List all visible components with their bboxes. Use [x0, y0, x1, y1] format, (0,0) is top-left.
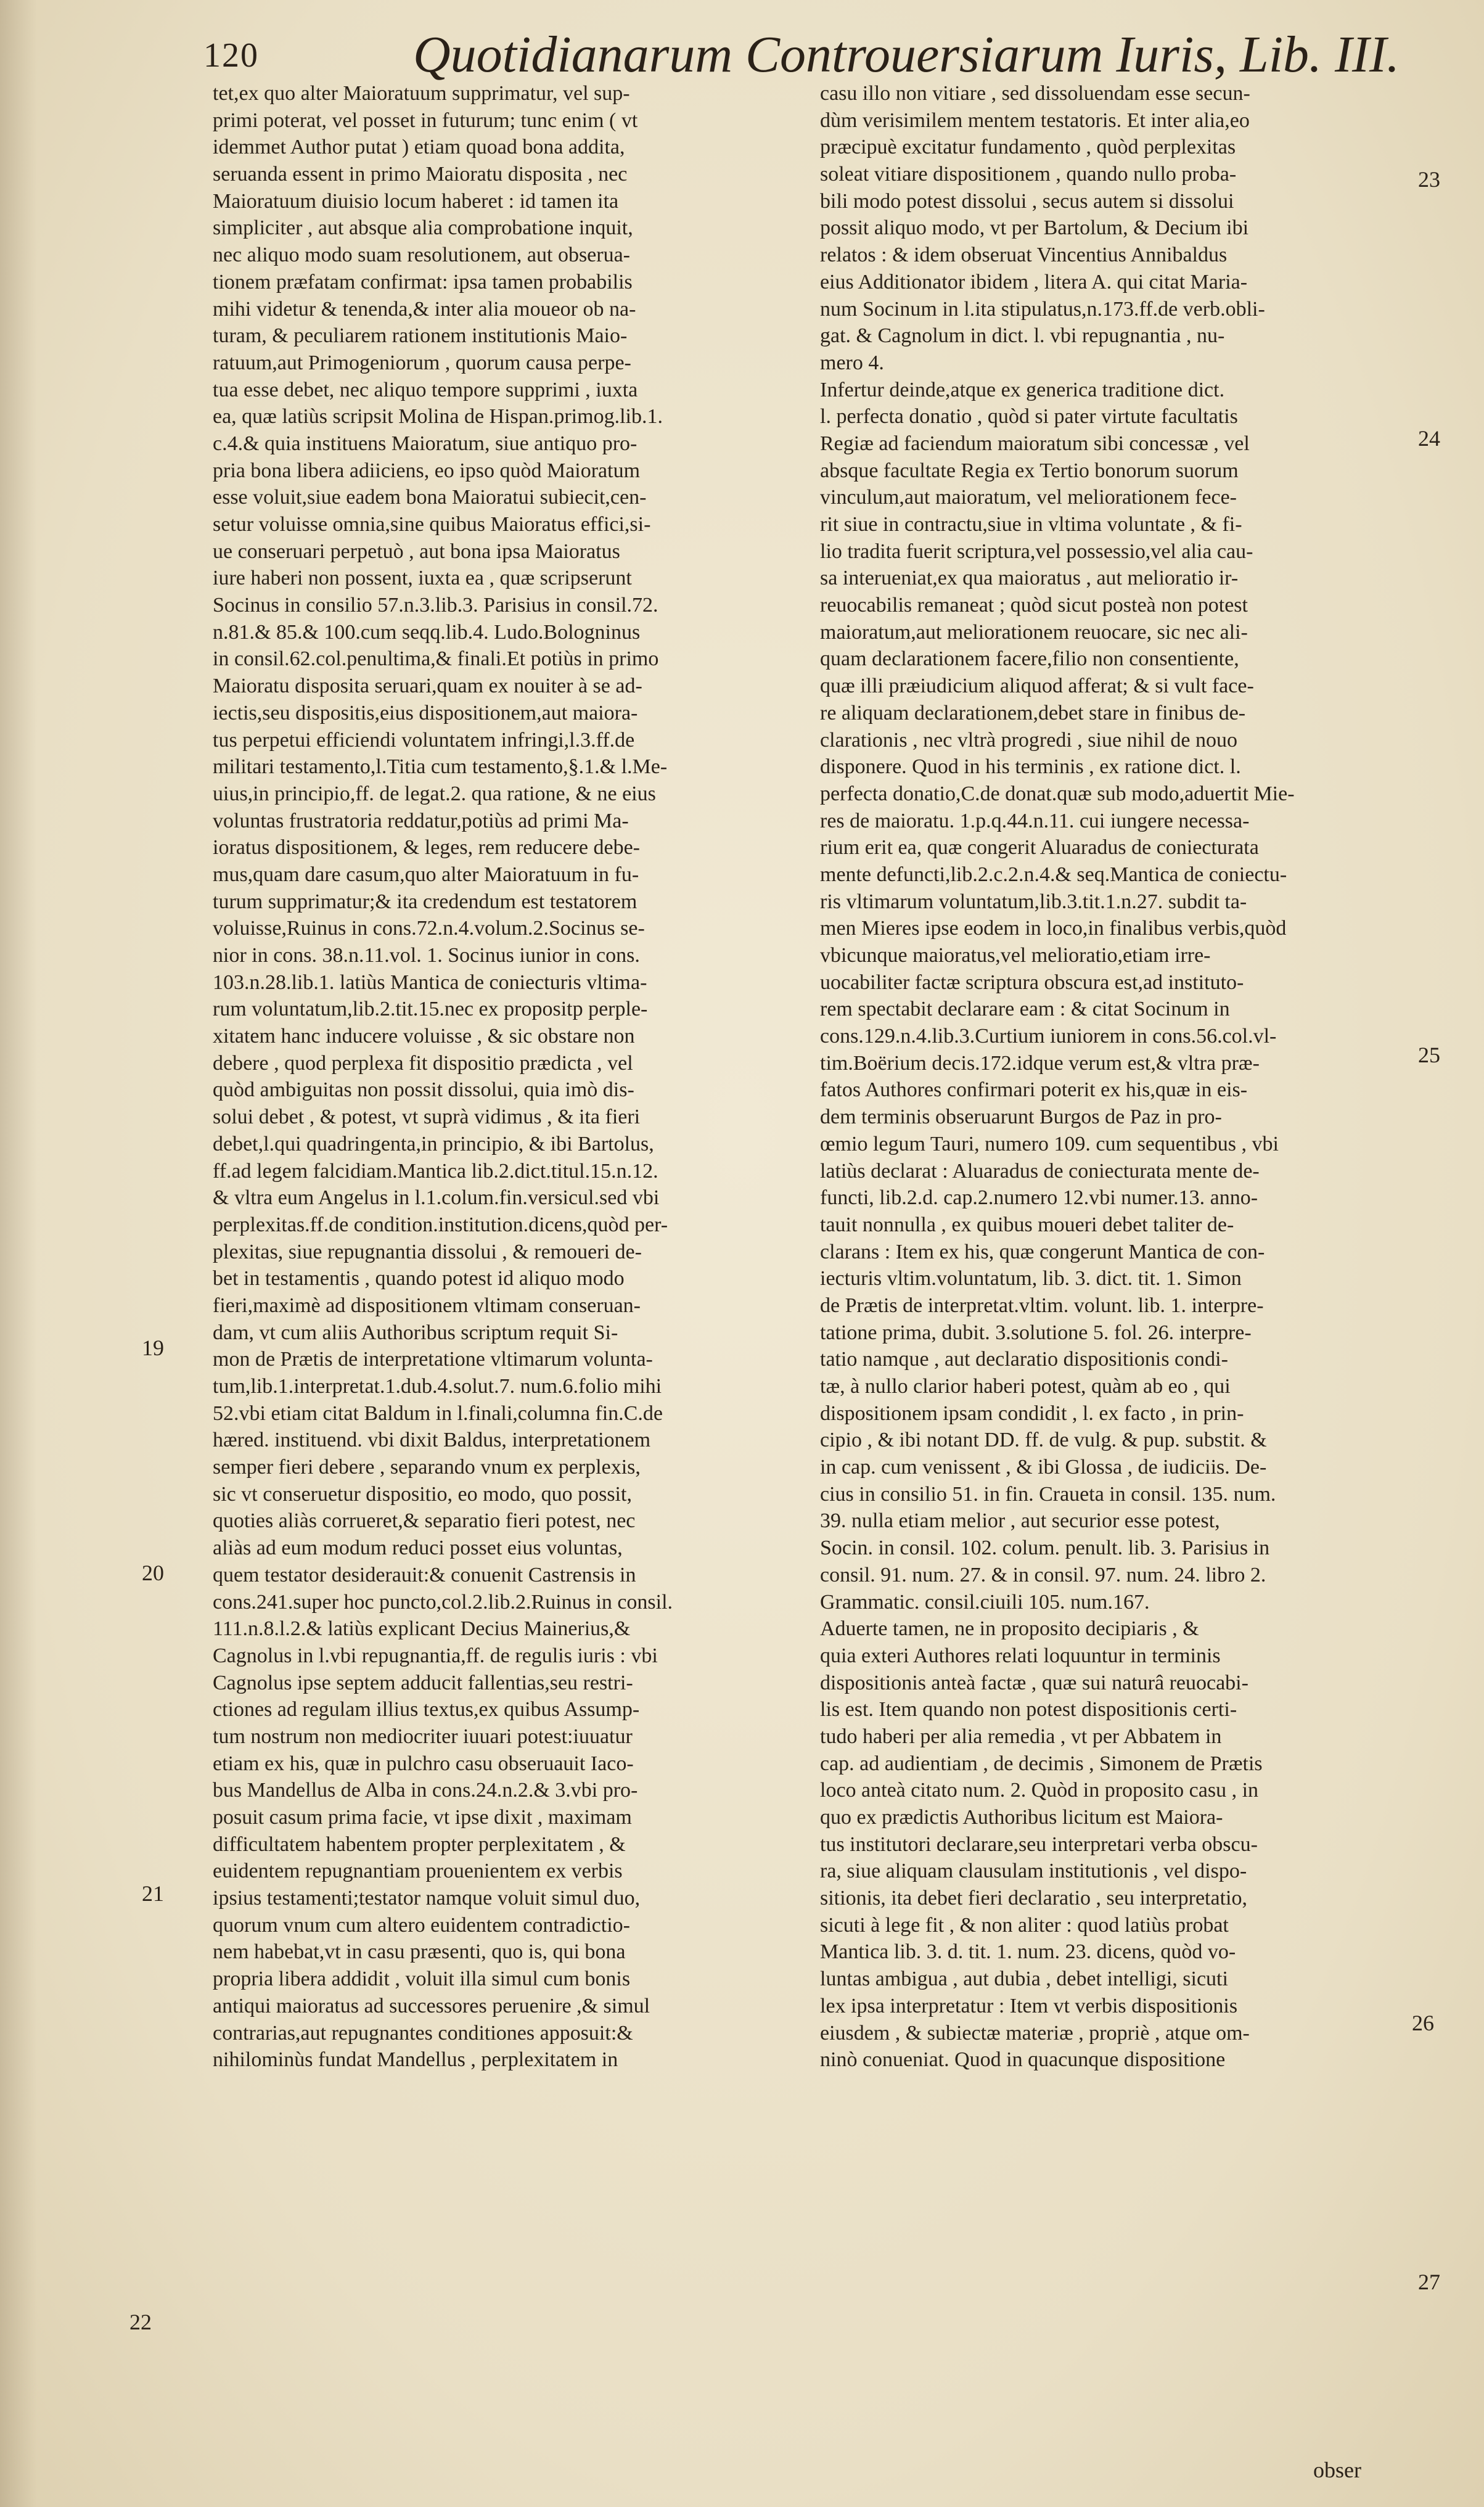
text-line: absque facultate Regia ex Tertio bonorum suorum — [820, 459, 1239, 482]
text-line: debere , quod perplexa fit dispositio prædicta , vel — [213, 1051, 633, 1075]
text-line: vbicunque maioratus,vel melioratio,etiam irre- — [820, 944, 1211, 967]
text-line: gat. & Cagnolum in dict. l. vbi repugnantia , nu- — [820, 324, 1225, 348]
text-line: casu illo non vitiare , sed dissoluendam esse secun- — [820, 82, 1250, 105]
margin-note-20: 20 — [142, 1561, 164, 1585]
margin-note-21: 21 — [142, 1881, 164, 1906]
text-line: dem terminis obseruarunt Burgos de Paz in pro- — [820, 1106, 1222, 1129]
page-fold-shadow — [0, 0, 37, 2507]
text-line: in consil.62.col.penultima,& finali.Et potiùs in primo — [213, 647, 659, 671]
text-line: Grammatic. consil.ciuili 105. num.167. — [820, 1590, 1150, 1614]
text-line: ratuum,aut Primogeniorum , quorum causa perpe- — [213, 351, 631, 374]
text-line: ioratus dispositionem, & leges, rem reducere debe- — [213, 836, 640, 860]
text-line: mus,quam dare casum,quo alter Maioratuum in fu- — [213, 863, 639, 886]
text-line: iectis,seu dispositis,eius dispositionem,aut maiora- — [213, 701, 638, 724]
text-line: nihilominùs fundat Mandellus , perplexitatem in — [213, 2048, 618, 2072]
margin-note-22: 22 — [129, 2310, 152, 2334]
margin-note-26: 26 — [1412, 2011, 1434, 2035]
text-line: uius,in principio,ff. de legat.2. qua ratione, & ne eius — [213, 782, 656, 805]
text-line: etiam ex his, quæ in pulchro casu obseruauit Iaco- — [213, 1752, 634, 1775]
text-line: nem habebat,vt in casu præsenti, quo is, qui bona — [213, 1940, 626, 1964]
text-line: debet,l.qui quadringenta,in principio, & ibi Bartolus, — [213, 1132, 654, 1155]
text-line: primi poterat, vel posset in futurum; tunc enim ( vt — [213, 109, 638, 132]
text-line: tionem præfatam confirmat: ipsa tamen probabilis — [213, 270, 633, 293]
text-line: lex ipsa interpretatur : Item vt verbis dispositionis — [820, 1994, 1238, 2017]
text-line: ue conseruari perpetuò , aut bona ipsa Maioratus — [213, 540, 620, 563]
text-line: semper fieri debere , separando vnum ex perplexis, — [213, 1456, 641, 1479]
text-line: clarans : Item ex his, quæ congerunt Mantica de con- — [820, 1240, 1265, 1263]
text-line: fieri,maximè ad dispositionem vltimam conseruan- — [213, 1294, 641, 1317]
text-line: ninò conueniat. Quod in quacunque dispositione — [820, 2048, 1226, 2072]
text-line: iure haberi non possent, iuxta ea , quæ scripserunt — [213, 567, 632, 590]
text-line: sicuti à lege fit , & non aliter : quod latiùs probat — [820, 1913, 1229, 1937]
text-line: men Mieres ipse eodem in loco,in finalibus verbis,quòd — [820, 917, 1287, 940]
text-line: Cagnolus ipse septem adducit fallentias,seu restri- — [213, 1671, 633, 1694]
text-line: fatos Authores confirmari poterit ex his,quæ in eis- — [820, 1078, 1248, 1102]
margin-note-24: 24 — [1418, 426, 1440, 451]
text-line: tus perpetui efficiendi voluntatem infringi,l.3.ff.de — [213, 728, 635, 752]
text-line: sa interueniat,ex qua maioratus , aut melioratio ir- — [820, 567, 1239, 590]
text-line: bili modo potest dissolui , secus autem si dissolui — [820, 189, 1234, 213]
text-line: tus institutori declarare,seu interpretari verba obscu- — [820, 1832, 1258, 1856]
text-line: Infertur deinde,atque ex generica traditione dict. — [820, 378, 1225, 401]
text-line: dispositionis anteà factæ , quæ sui naturâ reuocabi- — [820, 1671, 1248, 1694]
text-line: idemmet Author putat ) etiam quoad bona addita, — [213, 136, 625, 159]
text-line: nior in cons. 38.n.11.vol. 1. Socinus iunior in cons. — [213, 944, 640, 967]
text-line: tua esse debet, nec aliquo tempore supprimi , iuxta — [213, 378, 638, 401]
text-line: eiusdem , & subiectæ materiæ , propriè , atque om- — [820, 2021, 1250, 2045]
text-line: cons.241.super hoc puncto,col.2.lib.2.Ruinus in consil. — [213, 1590, 673, 1614]
text-line: vinculum,aut maioratum, vel meliorationem fece- — [820, 486, 1237, 509]
text-line: lis est. Item quando non potest dispositionis certi- — [820, 1698, 1237, 1721]
text-line: solui debet , & potest, vt suprà vidimus , & ita fieri — [213, 1106, 641, 1129]
text-line: dispositionem ipsam condidit , l. ex facto , in prin- — [820, 1401, 1244, 1425]
text-line: pria bona libera adiiciens, eo ipso quòd Maioratum — [213, 459, 641, 482]
text-line: ctiones ad regulam illius textus,ex quibus Assump- — [213, 1698, 640, 1721]
text-line: bet in testamentis , quando potest id aliquo modo — [213, 1267, 625, 1290]
text-line: lio tradita fuerit scriptura,vel possessio,vel alia cau- — [820, 540, 1253, 563]
margin-note-27: 27 — [1418, 2270, 1440, 2294]
text-line: tudo haberi per alia remedia , vt per Abbatem in — [820, 1725, 1222, 1748]
text-line: quem testator desiderauit:& conuenit Castrensis in — [213, 1563, 636, 1586]
text-line: ea, quæ latiùs scripsit Molina de Hispan.primog.lib.1. — [213, 405, 663, 429]
text-line: xitatem hanc inducere voluisse , & sic obstare non — [213, 1025, 635, 1048]
right-text-column — [820, 80, 1400, 2074]
text-line: ipsius testamenti;testator namque voluit simul duo, — [213, 1887, 641, 1910]
text-line: cap. ad audientiam , de decimis , Simonem de Prætis — [820, 1752, 1263, 1775]
text-line: Regiæ ad faciendum maioratum sibi concessæ , vel — [820, 432, 1250, 455]
text-line: relatos : & idem obseruat Vincentius Annibaldus — [820, 244, 1228, 267]
text-line: disponere. Quod in his terminis , ex ratione dict. l. — [820, 755, 1241, 779]
text-line: perplexitas.ff.de condition.institution.dicens,quòd per- — [213, 1213, 668, 1236]
text-line: tum,lib.1.interpretat.1.dub.4.solut.7. num.6.folio mihi — [213, 1375, 662, 1398]
text-line: bus Mandellus de Alba in cons.24.n.2.& 3.vbi pro- — [213, 1779, 638, 1802]
text-line: ff.ad legem falcidiam.Mantica lib.2.dict.titul.15.n.12. — [213, 1159, 658, 1183]
text-line: n.81.& 85.& 100.cum seqq.lib.4. Ludo.Bologninus — [213, 620, 641, 644]
text-line: tet,ex quo alter Maioratuum supprimatur, vel sup- — [213, 82, 630, 105]
text-line: præcipuè excitatur fundamento , quòd perplexitas — [820, 136, 1236, 159]
text-line: ris vltimarum voluntatum,lib.3.tit.1.n.27. subdit ta- — [820, 890, 1247, 913]
text-line: 103.n.28.lib.1. latiùs Mantica de coniecturis vltima- — [213, 970, 647, 994]
text-line: turam, & peculiarem rationem institutionis Maio- — [213, 324, 628, 348]
left-text-column — [213, 80, 789, 2074]
text-line: Cagnolus in l.vbi repugnantia,ff. de regulis iuris : vbi — [213, 1644, 658, 1667]
text-line: rium erit ea, quæ congerit Aluaradus de coniecturata — [820, 836, 1259, 860]
text-line: sitionis, ita debet fieri declaratio , seu interpretatio, — [820, 1887, 1247, 1910]
text-line: rit siue in contractu,siue in vltima voluntate , & fi- — [820, 513, 1242, 536]
text-line: Maioratu disposita seruari,quam ex nouiter à se ad- — [213, 675, 642, 698]
text-line: functi, lib.2.d. cap.2.numero 12.vbi numer.13. anno- — [820, 1186, 1258, 1210]
catchword: obser — [1313, 2458, 1361, 2482]
text-line: tatio namque , aut declaratio dispositionis condi- — [820, 1348, 1228, 1371]
text-line: clarationis , nec vltrà progredi , siue nihil de nouo — [820, 728, 1237, 752]
text-line: hæred. instituend. vbi dixit Baldus, interpretationem — [213, 1429, 651, 1452]
text-line: voluisse,Ruinus in cons.72.n.4.volum.2.Socinus se- — [213, 917, 645, 940]
text-line: cons.129.n.4.lib.3.Curtium iuniorem in cons.56.col.vl- — [820, 1025, 1277, 1048]
text-line: mente defuncti,lib.2.c.2.n.4.& seq.Mantica de coniectu- — [820, 863, 1287, 886]
text-line: quo ex prædictis Authoribus licitum est Maiora- — [820, 1806, 1223, 1829]
text-line: c.4.& quia instituens Maioratum, siue antiquo pro- — [213, 432, 637, 455]
text-line: uocabiliter factæ scriptura obscura est,ad instituto- — [820, 970, 1244, 994]
text-line: possit aliquo modo, vt per Bartolum, & Decium ibi — [820, 216, 1249, 240]
margin-note-25: 25 — [1418, 1043, 1440, 1067]
text-line: rum voluntatum,lib.2.tit.15.nec ex propositp perple- — [213, 998, 648, 1021]
text-line: dam, vt cum aliis Authoribus scriptum requit Si- — [213, 1321, 618, 1344]
text-line: quia exteri Authores relati loquuntur in terminis — [820, 1644, 1221, 1667]
text-line: turum supprimatur;& ita credendum est testatorem — [213, 890, 637, 913]
text-line: in cap. cum venissent , & ibi Glossa , de iudiciis. De- — [820, 1456, 1267, 1479]
text-line: Maioratuum diuisio locum haberet : id tamen ita — [213, 189, 619, 213]
text-line: l. perfecta donatio , quòd si pater virtute facultatis — [820, 405, 1238, 429]
text-line: mon de Prætis de interpretatione vltimarum volunta- — [213, 1348, 653, 1371]
margin-note-23: 23 — [1418, 167, 1440, 192]
text-line: cipio , & ibi notant DD. ff. de vulg. & pup. substit. & — [820, 1429, 1267, 1452]
text-line: sic vt conseruetur dispositio, eo modo, quo possit, — [213, 1482, 632, 1506]
text-line: reuocabilis remaneat ; quòd sicut posteà non potest — [820, 594, 1248, 617]
text-line: tatione prima, dubit. 3.solutione 5. fol. 26. interpre- — [820, 1321, 1252, 1344]
text-line: res de maioratu. 1.p.q.44.n.11. cui iungere necessa- — [820, 809, 1250, 832]
text-line: plexitas, siue repugnantia dissolui , & remoueri de- — [213, 1240, 642, 1263]
text-line: Socinus in consilio 57.n.3.lib.3. Parisius in consil.72. — [213, 594, 658, 617]
text-line: de Prætis de interpretat.vltim. volunt. lib. 1. interpre- — [820, 1294, 1264, 1317]
text-line: 111.n.8.l.2.& latiùs explicant Decius Mainerius,& — [213, 1617, 631, 1641]
text-line: quoties aliàs corrueret,& separatio fieri potest, nec — [213, 1509, 636, 1533]
text-line: 52.vbi etiam citat Baldum in l.finali,columna fin.C.de — [213, 1401, 663, 1425]
text-line: antiqui maioratus ad successores peruenire ,& simul — [213, 1994, 650, 2017]
text-line: perfecta donatio,C.de donat.quæ sub modo,aduertit Mie- — [820, 782, 1295, 805]
running-title: Quotidianarum Controuersiarum Iuris, Lib. III. — [413, 26, 1400, 83]
text-line: militari testamento,l.Titia cum testamento,§.1.& l.Me- — [213, 755, 668, 779]
text-line: tauit nonnulla , ex quibus moueri debet taliter de- — [820, 1213, 1234, 1236]
text-line: latiùs declarat : Aluaradus de coniecturata mente de- — [820, 1159, 1260, 1183]
text-line: dùm verisimilem mentem testatoris. Et inter alia,eo — [820, 109, 1250, 132]
text-line: esse voluit,siue eadem bona Maioratui subiecit,cen- — [213, 486, 647, 509]
text-line: cius in consilio 51. in fin. Craueta in consil. 135. num. — [820, 1482, 1276, 1506]
text-line: & vltra eum Angelus in l.1.colum.fin.versicul.sed vbi — [213, 1186, 660, 1210]
text-line: re aliquam declarationem,debet stare in finibus de- — [820, 701, 1246, 724]
text-line: iecturis vltim.voluntatum, lib. 3. dict. tit. 1. Simon — [820, 1267, 1242, 1290]
text-line: contrarias,aut repugnantes conditiones apposuit:& — [213, 2021, 633, 2045]
text-line: mero 4. — [820, 351, 884, 374]
text-line: tim.Boërium decis.172.idque verum est,& vltra præ- — [820, 1051, 1260, 1075]
text-line: nec aliquo modo suam resolutionem, aut obserua- — [213, 244, 630, 267]
text-line: quòd ambiguitas non possit dissolui, quia imò dis- — [213, 1078, 634, 1102]
margin-note-19: 19 — [142, 1336, 164, 1360]
text-line: soleat vitiare dispositionem , quando nullo proba- — [820, 163, 1237, 186]
text-line: 39. nulla etiam melior , aut securior esse potest, — [820, 1509, 1220, 1533]
text-line: consil. 91. num. 27. & in consil. 97. num. 24. libro 2. — [820, 1563, 1266, 1586]
text-line: voluntas frustratoria reddatur,potiùs ad primi Ma- — [213, 809, 629, 832]
text-line: loco anteà citato num. 2. Quòd in proposito casu , in — [820, 1779, 1259, 1802]
text-line: posuit casum prima facie, vt ipse dixit , maximam — [213, 1806, 632, 1829]
text-line: quam declarationem facere,filio non consentiente, — [820, 647, 1239, 671]
text-line: aliàs ad eum modum reduci posset eius voluntas, — [213, 1537, 623, 1560]
text-line: ra, siue aliquam clausulam institutionis , vel dispo- — [820, 1860, 1247, 1883]
text-line: rem spectabit declarare eam : & citat Socinum in — [820, 998, 1230, 1021]
text-line: Mantica lib. 3. d. tit. 1. num. 23. dicens, quòd vo- — [820, 1940, 1236, 1964]
text-line: œmio legum Tauri, numero 109. cum sequentibus , vbi — [820, 1132, 1279, 1155]
text-line: setur voluisse omnia,sine quibus Maioratus effici,si- — [213, 513, 651, 536]
text-line: tæ, à nullo clarior haberi potest, quàm ab eo , qui — [820, 1375, 1231, 1398]
text-line: mihi videtur & tenenda,& inter alia moueor ob na- — [213, 297, 636, 321]
text-line: difficultatem habentem propter perplexitatem , & — [213, 1832, 626, 1856]
text-line: quæ illi præiudicium aliquod afferat; & si vult face- — [820, 675, 1254, 698]
text-line: seruanda essent in primo Maioratu disposita , nec — [213, 163, 628, 186]
page-number: 120 — [203, 36, 259, 75]
text-line: Aduerte tamen, ne in proposito decipiaris , & — [820, 1617, 1199, 1641]
text-line: simpliciter , aut absque alia comprobatione inquit, — [213, 216, 633, 240]
text-line: luntas ambigua , aut dubia , debet intelligi, sicuti — [820, 1967, 1228, 1991]
text-line: Socin. in consil. 102. colum. penult. lib. 3. Parisius in — [820, 1537, 1270, 1560]
text-line: tum nostrum non mediocriter iuuari potest:iuuatur — [213, 1725, 633, 1748]
text-line: propria libera addidit , voluit illa simul cum bonis — [213, 1967, 631, 1991]
text-line: maioratum,aut meliorationem reuocare, sic nec ali- — [820, 620, 1248, 644]
text-line: quorum vnum cum altero euidentem contradictio- — [213, 1913, 630, 1937]
text-line: num Socinum in l.ita stipulatus,n.173.ff.de verb.obli- — [820, 297, 1265, 321]
text-line: eius Additionator ibidem , litera A. qui citat Maria- — [820, 270, 1248, 293]
text-line: euidentem repugnantiam prouenientem ex verbis — [213, 1860, 623, 1883]
